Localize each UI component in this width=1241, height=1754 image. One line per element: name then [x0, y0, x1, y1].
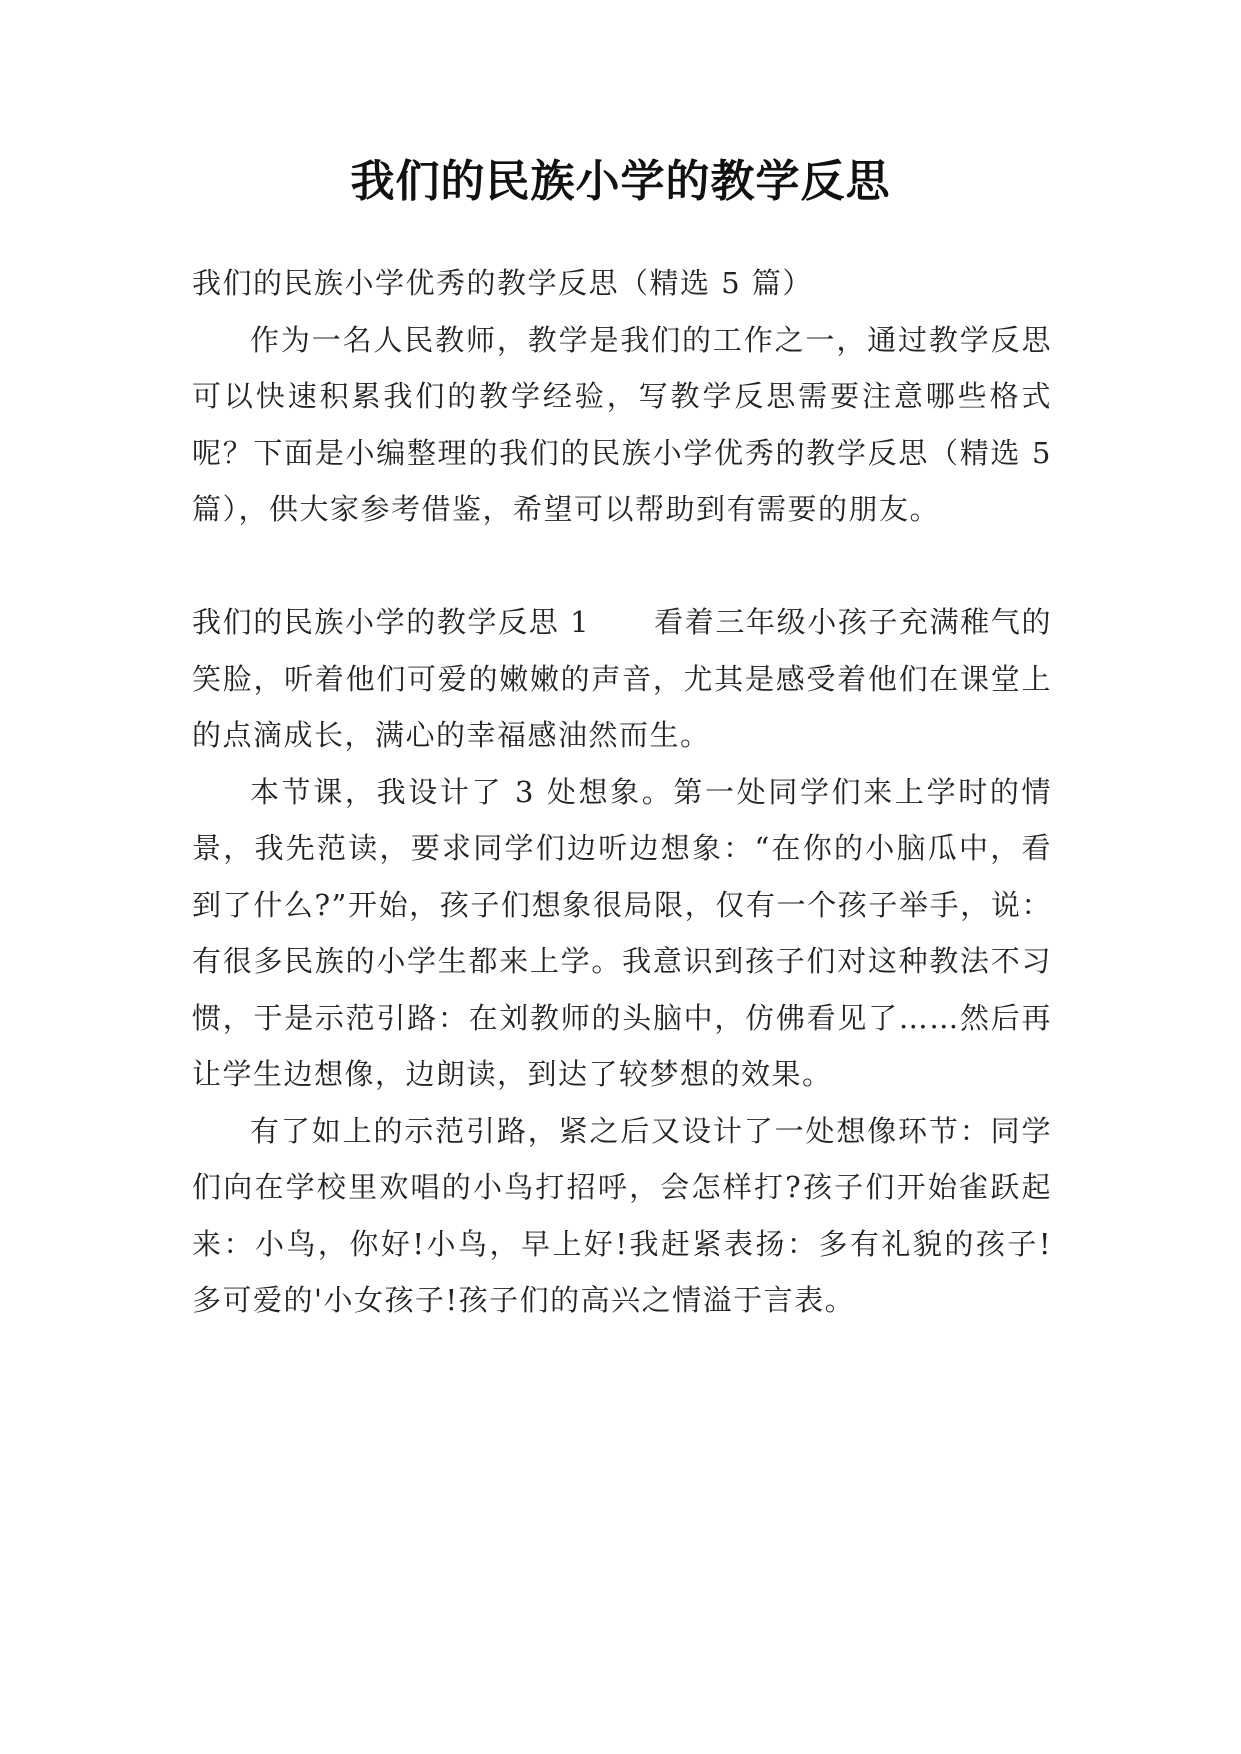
- section-1-paragraph-3: 有了如上的示范引路，紧之后又设计了一处想像环节：同学们向在学校里欢唱的小鸟打招呼，会怎样打?孩子们开始雀跃起来：小鸟，你好!小鸟，早上好!我赶紧表扬：多有礼貌的孩子!多可爱的'小女孩子!孩子们的高兴之情溢于言表。: [192, 1113, 1052, 1317]
- section-1-paragraph-1: 看着三年级小孩子充满稚气的笑脸，听着他们可爱的嫩嫩的声音，尤其是感受着他们在课堂上的点滴成长，满心的幸福感油然而生。: [192, 605, 1052, 752]
- section-1-paragraph-2: 本节课，我设计了 3 处想象。第一处同学们来上学时的情景，我先范读，要求同学们边听边想象：“在你的小脑瓜中，看到了什么?”开始，孩子们想象很局限，仅有一个孩子举手，说：有很多民族的小学生都来上学。我意识到孩子们对这种教法不习惯，于是示范引路：在刘教师的头脑中，仿佛看见了……然后再让学生边想像，边朗读，到达了较梦想的效果。: [192, 774, 1052, 1091]
- document-body: [192, 255, 1052, 1329]
- document-title: 我们的民族小学的教学反思: [350, 156, 891, 207]
- section-1-first-paragraph: [192, 594, 1052, 764]
- document-subtitle: 我们的民族小学优秀的教学反思（精选 5 篇）: [192, 266, 813, 300]
- paragraph-gap: [192, 538, 1052, 595]
- intro-paragraph: 作为一名人民教师，教学是我们的工作之一，通过教学反思可以快速积累我们的教学经验，写教学反思需要注意哪些格式呢？下面是小编整理的我们的民族小学优秀的教学反思（精选 5 篇），供大家参考借鉴，希望可以帮助到有需要的朋友。: [192, 322, 1052, 526]
- section-1-heading: 我们的民族小学的教学反思 1: [192, 605, 591, 639]
